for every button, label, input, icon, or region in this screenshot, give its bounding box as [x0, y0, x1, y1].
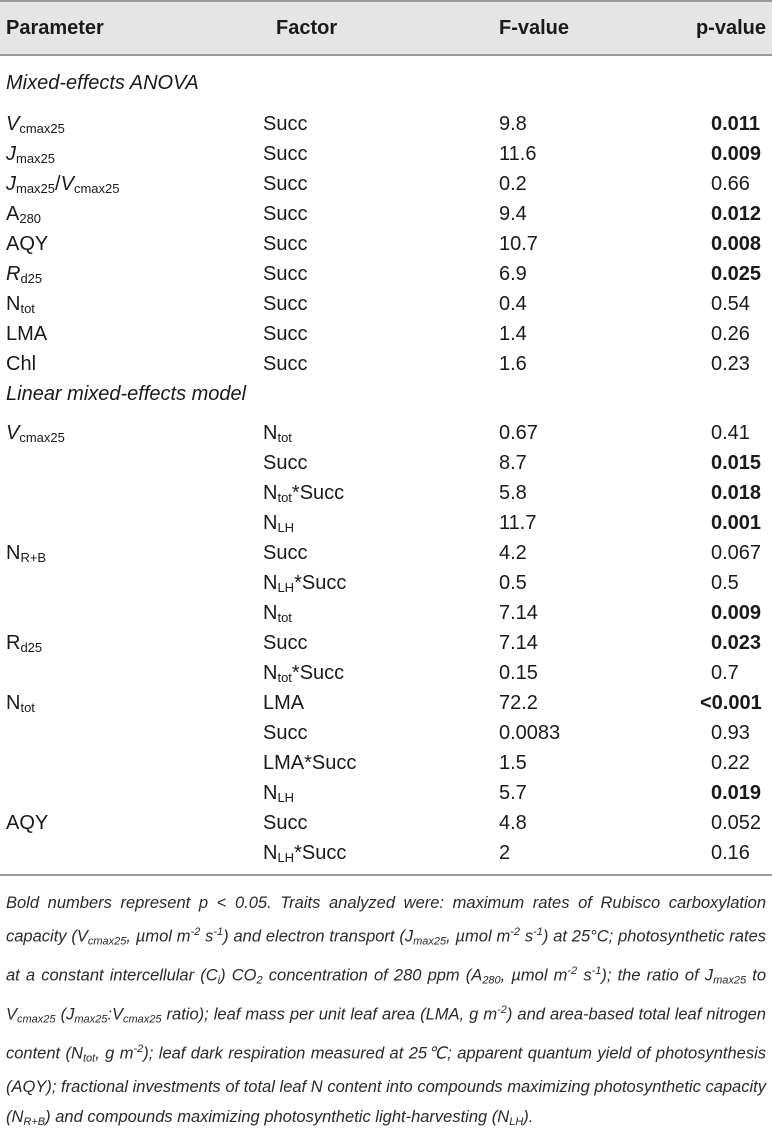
- fvalue-cell: 0.15: [499, 662, 538, 684]
- factor-cell: Succ: [263, 542, 308, 564]
- header-parameter: Parameter: [6, 17, 104, 39]
- fvalue-cell: 0.5: [499, 572, 527, 594]
- fvalue-cell: 9.4: [499, 203, 527, 225]
- fvalue-cell: 0.4: [499, 293, 527, 315]
- pvalue-cell: 0.052: [711, 812, 762, 834]
- pvalue-cell: 0.023: [711, 632, 762, 654]
- table-header: [0, 0, 772, 56]
- pvalue-cell: 0.025: [711, 263, 762, 285]
- fvalue-cell: 6.9: [499, 263, 527, 285]
- fvalue-cell: 5.8: [499, 482, 527, 504]
- table-row: [0, 319, 772, 349]
- fvalue-cell: 1.4: [499, 323, 527, 345]
- table-row: [0, 838, 772, 868]
- pvalue-cell: 0.009: [711, 602, 762, 624]
- fvalue-cell: 11.6: [499, 143, 537, 165]
- pvalue-cell: 0.41: [711, 422, 750, 444]
- pvalue-cell: 0.067: [711, 542, 762, 564]
- factor-cell: Succ: [263, 353, 308, 375]
- table-row: [0, 418, 772, 448]
- parameter-cell: $N_{R+B}$: [6, 542, 47, 565]
- pvalue-cell: 0.012: [711, 203, 762, 225]
- factor-cell: Succ: [263, 263, 308, 285]
- fvalue-cell: 1.5: [499, 752, 527, 774]
- parameter-cell: $R_{d25}$: [6, 263, 43, 286]
- fvalue-cell: 1.6: [499, 353, 527, 375]
- pvalue-cell: 0.019: [711, 782, 762, 804]
- table-row: [0, 349, 772, 379]
- parameter-cell: $A_{280}$: [6, 203, 42, 226]
- factor-cell: $N_{tot}$: [263, 422, 292, 445]
- parameter-cell: $V_{cmax25}$: [6, 422, 65, 445]
- factor-cell: Succ: [263, 203, 308, 225]
- header-fvalue: F-value: [499, 17, 570, 39]
- pvalue-cell: 0.66: [711, 173, 750, 195]
- parameter-cell: LMA: [6, 323, 48, 345]
- factor-cell: LMA*Succ: [263, 752, 357, 774]
- fvalue-cell: 7.14: [499, 602, 538, 624]
- pvalue-cell: 0.23: [711, 353, 750, 375]
- table-row: [0, 748, 772, 778]
- factor-cell: Succ: [263, 722, 308, 744]
- pvalue-cell: 0.22: [711, 752, 750, 774]
- pvalue-cell: 0.011: [711, 113, 760, 135]
- fvalue-cell: 4.2: [499, 542, 527, 564]
- fvalue-cell: 7.14: [499, 632, 538, 654]
- pvalue-cell: <0.001: [700, 692, 762, 714]
- factor-cell: Succ: [263, 233, 308, 255]
- fvalue-cell: 72.2: [499, 692, 538, 714]
- table-row: [0, 139, 772, 169]
- pvalue-cell: 0.015: [711, 452, 762, 474]
- table-row: [0, 448, 772, 478]
- table-row: [0, 229, 772, 259]
- factor-cell: Succ: [263, 143, 308, 165]
- parameter-cell: AQY: [6, 812, 49, 834]
- table-row: [0, 808, 772, 838]
- pvalue-cell: 0.54: [711, 293, 750, 315]
- pvalue-cell: 0.009: [711, 143, 762, 165]
- section-lmm: Linear mixed-effects model: [6, 383, 247, 405]
- pvalue-cell: 0.008: [711, 233, 762, 255]
- fvalue-cell: 2: [499, 842, 511, 864]
- factor-cell: $N_{LH}*Succ$: [263, 572, 347, 595]
- table-row: [0, 199, 772, 229]
- factor-cell: $N_{LH}*Succ$: [263, 842, 347, 865]
- fvalue-cell: 5.7: [499, 782, 527, 804]
- table-row: [0, 478, 772, 508]
- section-anova: Mixed-effects ANOVA: [6, 72, 199, 94]
- pvalue-cell: 0.16: [711, 842, 750, 864]
- factor-cell: $N_{LH}$: [263, 782, 295, 805]
- factor-cell: Succ: [263, 293, 308, 315]
- factor-cell: $N_{tot}*Succ$: [263, 482, 345, 505]
- table-row: [0, 688, 772, 718]
- pvalue-cell: 0.001: [711, 512, 762, 534]
- fvalue-cell: 0.0083: [499, 722, 561, 744]
- parameter-cell: $N_{tot}$: [6, 293, 35, 316]
- table-row: [0, 508, 772, 538]
- table-row: [0, 658, 772, 688]
- header-pvalue: p-value: [695, 17, 766, 39]
- pvalue-cell: 0.5: [711, 572, 739, 594]
- table-row: [0, 778, 772, 808]
- factor-cell: Succ: [263, 323, 308, 345]
- parameter-cell: $J_{max25}$: [6, 143, 56, 166]
- pvalue-cell: 0.018: [711, 482, 762, 504]
- table-row: [0, 568, 772, 598]
- fvalue-cell: 10.7: [499, 233, 538, 255]
- pvalue-cell: 0.93: [711, 722, 750, 744]
- fvalue-cell: 0.67: [499, 422, 538, 444]
- parameter-cell: $N_{tot}$: [6, 692, 35, 715]
- factor-cell: $N_{tot}$: [263, 602, 292, 625]
- parameter-cell: $V_{cmax25}$: [6, 113, 65, 136]
- factor-cell: Succ: [263, 452, 308, 474]
- table-row: [0, 109, 772, 139]
- factor-cell: $N_{LH}$: [263, 512, 295, 535]
- factor-cell: Succ: [263, 812, 308, 834]
- table-row: [0, 598, 772, 628]
- fvalue-cell: 11.7: [499, 512, 537, 534]
- factor-cell: Succ: [263, 113, 308, 135]
- table-row: [0, 718, 772, 748]
- fvalue-cell: 8.7: [499, 452, 527, 474]
- table-row: [0, 259, 772, 289]
- factor-cell: Succ: [263, 632, 308, 654]
- pvalue-cell: 0.26: [711, 323, 750, 345]
- factor-cell: LMA: [263, 692, 305, 714]
- parameter-cell: $R_{d25}$: [6, 632, 43, 655]
- table-bottom-rule: [0, 874, 772, 876]
- header-factor: Factor: [276, 17, 338, 39]
- table-row: [0, 538, 772, 568]
- table-row: [0, 289, 772, 319]
- pvalue-cell: 0.7: [711, 662, 739, 684]
- table-footnote: Bold numbers represent p < 0.05. Traits analyzed were: maximum rates of Rubisco carboxylation capacity ($V_{cmax25}$, µmol $m^{-2}$ $s^{-1}$) and electron transport ($J_{max25}$, µmol $m^{-2}$ $s^{-1}$) at 25°C; photosynthetic rates at a constant intercellular $(C_i)$ $CO_2$ concentration of 280 ppm ($A_{280}$, µmol $m^{-2}$ $s^{-1}$); the ratio of $J_{max25}$ to $V_{cmax25}$ ($J_{max25}:V_{cmax25}$ ratio); leaf mass per unit leaf area (LMA, g $m^{-2}$) and area-based total leaf nitrogen content ($N_{tot}$, g $m^{-2}$); leaf dark respiration measured at 25℃; apparent quantum yield of photosynthesis (AQY); fractional investments of total leaf N content into compounds maximizing photosynthetic capacity $(N_{R+B})$ and compounds maximizing photosynthetic light-harvesting $(N_{LH})$.: [6, 894, 766, 1128]
- factor-cell: Succ: [263, 173, 308, 195]
- fvalue-cell: 9.8: [499, 113, 527, 135]
- parameter-cell: $J_{max25}/V_{cmax25}$: [6, 173, 120, 196]
- factor-cell: $N_{tot}*Succ$: [263, 662, 345, 685]
- parameter-cell: AQY: [6, 233, 49, 255]
- fvalue-cell: 0.2: [499, 173, 527, 195]
- table-row: [0, 169, 772, 199]
- fvalue-cell: 4.8: [499, 812, 527, 834]
- table-row: [0, 628, 772, 658]
- parameter-cell: Chl: [6, 353, 37, 375]
